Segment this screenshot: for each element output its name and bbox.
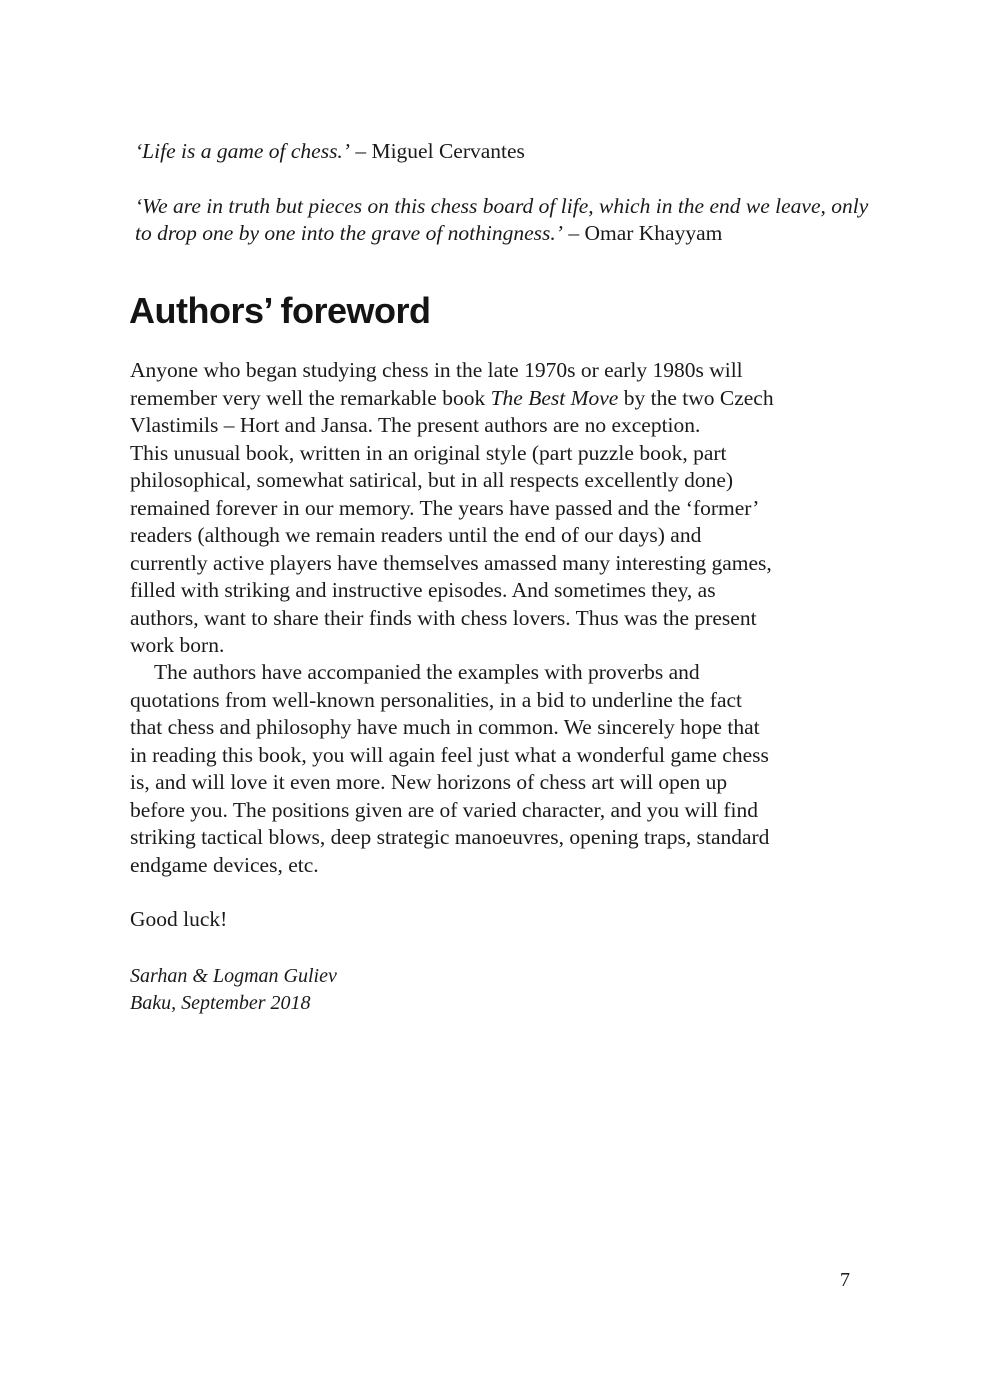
text-line: readers (although we remain readers until the end of our days) and <box>130 523 702 547</box>
text-line: quotations from well-known personalities, in a bid to underline the fact <box>130 687 743 712</box>
text-line: This unusual book, written in an original style (part puzzle book, part <box>130 440 727 465</box>
text-line: The authors have accompanied the examples with proverbs and <box>154 660 700 684</box>
page-number: 7 <box>840 1269 850 1291</box>
text-line: before you. The positions given are of varied character, and you will find <box>130 797 759 822</box>
page-title: Authors’ foreword <box>129 290 431 331</box>
text-line: striking tactical blows, deep strategic manoeuvres, opening traps, standard <box>130 825 770 849</box>
foreword-paragraph-2 <box>130 659 870 879</box>
text-line: remained forever in our memory. The years have passed and the ‘former’ <box>130 495 760 520</box>
text-line: authors, want to share their finds with chess lovers. Thus was the present <box>130 605 757 630</box>
text-line: that chess and philosophy have much in common. We sincerely hope that <box>130 715 760 739</box>
epigraph-dash: – <box>562 221 585 245</box>
text-line: is, and will love it even more. New horizons of chess art will open up <box>130 770 728 794</box>
text-line: philosophical, somewhat satirical, but in all respects excellently done) <box>130 468 734 492</box>
epigraph-quote-line: to drop one by one into the grave of nothingness.’ <box>135 221 563 245</box>
epigraph-khayyam <box>135 193 875 247</box>
epigraph-quote-line: ‘We are in truth but pieces on this chess board of life, which in the end we leave, only <box>135 194 869 218</box>
foreword-paragraph-1 <box>130 357 870 660</box>
place-date: Baku, September 2018 <box>130 992 311 1014</box>
text-line: endgame devices, etc. <box>130 852 319 877</box>
text-line: currently active players have themselves amassed many interesting games, <box>130 550 772 575</box>
epigraph-quote: ‘Life is a game of chess.’ <box>135 139 350 163</box>
author-names: Sarhan & Logman Guliev <box>130 965 337 987</box>
text-line <box>130 385 870 413</box>
text-line: Vlastimils – Hort and Jansa. The present authors are no exception. <box>130 413 701 437</box>
closing-line: Good luck! <box>130 907 228 931</box>
book-title: The Best Move <box>490 385 619 410</box>
epigraph-dash: – <box>349 139 372 163</box>
epigraph-author: Omar Khayyam <box>584 221 723 245</box>
text-segment: by the two Czech <box>618 385 774 410</box>
text-line: Anyone who began studying chess in the late 1970s or early 1980s will <box>130 358 743 382</box>
text-line: filled with striking and instructive episodes. And sometimes they, as <box>130 578 716 602</box>
text-line: in reading this book, you will again feel just what a wonderful game chess <box>130 742 769 767</box>
text-segment: remember very well the remarkable book <box>130 385 491 410</box>
signature <box>130 963 337 1017</box>
epigraph-cervantes <box>135 138 875 165</box>
text-line: work born. <box>130 633 225 657</box>
epigraph-author: Miguel Cervantes <box>371 139 525 163</box>
